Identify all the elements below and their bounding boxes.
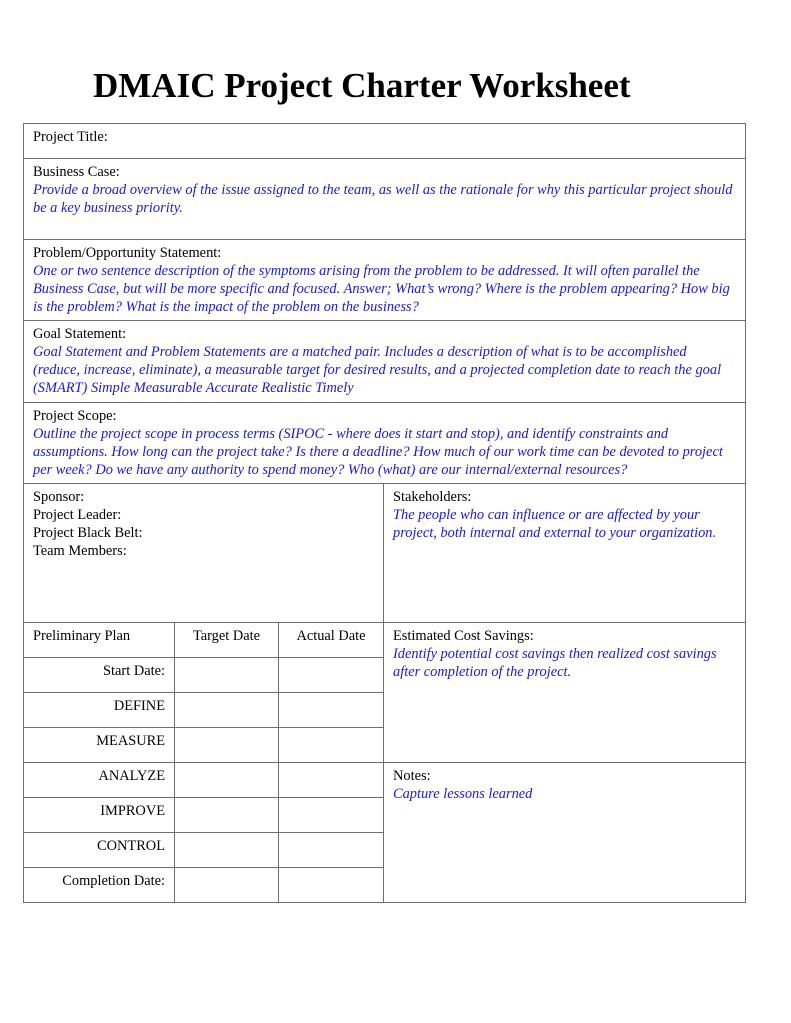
- black-belt-label: Project Black Belt:: [33, 525, 143, 541]
- plan-phase-label: ANALYZE: [24, 763, 175, 798]
- stakeholders-cell[interactable]: [384, 484, 746, 623]
- sponsor-label: Sponsor:: [33, 489, 85, 505]
- project-title-label: Project Title:: [33, 129, 108, 145]
- goal-statement-row: [24, 321, 746, 403]
- actual-date-cell[interactable]: [279, 763, 384, 798]
- target-date-cell[interactable]: [175, 833, 279, 868]
- business-case-hint: Provide a broad overview of the issue assigned to the team, as well as the rationale for why this particular project should be a key business priority.: [33, 182, 733, 216]
- team-members-label: Team Members:: [33, 543, 127, 559]
- plan-phase-label: DEFINE: [24, 693, 175, 728]
- goal-statement-label: Goal Statement:: [33, 326, 127, 342]
- plan-header-row: [24, 623, 746, 658]
- target-date-cell[interactable]: [175, 728, 279, 763]
- goal-statement-hint: Goal Statement and Problem Statements are a matched pair. Includes a description of what is to be accomplished (reduce, increase, eliminate), a measurable target for desired results, and a projected completion date to reach the goal (SMART) Simple Measurable Accurate Realistic Timely: [33, 344, 722, 396]
- plan-row-analyze: [24, 763, 746, 798]
- team-cell[interactable]: [24, 484, 384, 623]
- actual-date-cell[interactable]: [279, 833, 384, 868]
- business-case-row: [24, 159, 746, 240]
- cost-savings-hint: Identify potential cost savings then realized cost savings after completion of the project.: [393, 646, 717, 680]
- business-case-label: Business Case:: [33, 164, 120, 180]
- problem-statement-row: [24, 240, 746, 321]
- project-leader-label: Project Leader:: [33, 507, 122, 523]
- business-case-cell[interactable]: [24, 159, 746, 240]
- target-date-cell[interactable]: [175, 868, 279, 903]
- project-scope-label: Project Scope:: [33, 408, 117, 424]
- actual-date-cell[interactable]: [279, 798, 384, 833]
- plan-phase-label: IMPROVE: [24, 798, 175, 833]
- project-scope-cell[interactable]: [24, 403, 746, 484]
- stakeholders-label: Stakeholders:: [393, 489, 472, 505]
- actual-date-cell[interactable]: [279, 728, 384, 763]
- problem-statement-hint: One or two sentence description of the symptoms arising from the problem to be addressed. It will often parallel the Business Case, but will be more specific and focused. Answer; What’s wrong? Where is the problem appearing? How big is the problem? What is the impact of the problem on the business?: [33, 263, 730, 315]
- target-date-cell[interactable]: [175, 658, 279, 693]
- charter-table: [23, 123, 746, 903]
- target-date-cell[interactable]: [175, 798, 279, 833]
- team-row: [24, 484, 746, 623]
- cost-savings-label: Estimated Cost Savings:: [393, 628, 534, 644]
- page-title: DMAIC Project Charter Worksheet: [93, 66, 631, 105]
- plan-phase-label: MEASURE: [24, 728, 175, 763]
- stakeholders-hint: The people who can influence or are affected by your project, both internal and external to your organization.: [393, 507, 717, 541]
- plan-phase-label: CONTROL: [24, 833, 175, 868]
- cost-savings-cell[interactable]: [384, 623, 746, 763]
- target-date-header: Target Date: [175, 623, 279, 658]
- target-date-cell[interactable]: [175, 763, 279, 798]
- actual-date-cell[interactable]: [279, 868, 384, 903]
- project-title-row: [24, 124, 746, 159]
- actual-date-header: Actual Date: [279, 623, 384, 658]
- plan-phase-label: Start Date:: [24, 658, 175, 693]
- goal-statement-cell[interactable]: [24, 321, 746, 403]
- problem-statement-cell[interactable]: [24, 240, 746, 321]
- problem-statement-label: Problem/Opportunity Statement:: [33, 245, 222, 261]
- target-date-cell[interactable]: [175, 693, 279, 728]
- notes-cell[interactable]: [384, 763, 746, 903]
- project-scope-row: [24, 403, 746, 484]
- project-title-cell[interactable]: [24, 124, 746, 159]
- actual-date-cell[interactable]: [279, 693, 384, 728]
- notes-label: Notes:: [393, 768, 431, 784]
- actual-date-cell[interactable]: [279, 658, 384, 693]
- project-scope-hint: Outline the project scope in process terms (SIPOC - where does it start and stop), and identify constraints and assumptions. How long can the project take? Is there a deadline? How much of our work time can be devoted to project per week? Do we have any authority to spend money? Who (what) are our internal/external resources?: [33, 426, 723, 478]
- notes-hint: Capture lessons learned: [393, 786, 533, 802]
- preliminary-plan-header: Preliminary Plan: [24, 623, 175, 658]
- plan-phase-label: Completion Date:: [24, 868, 175, 903]
